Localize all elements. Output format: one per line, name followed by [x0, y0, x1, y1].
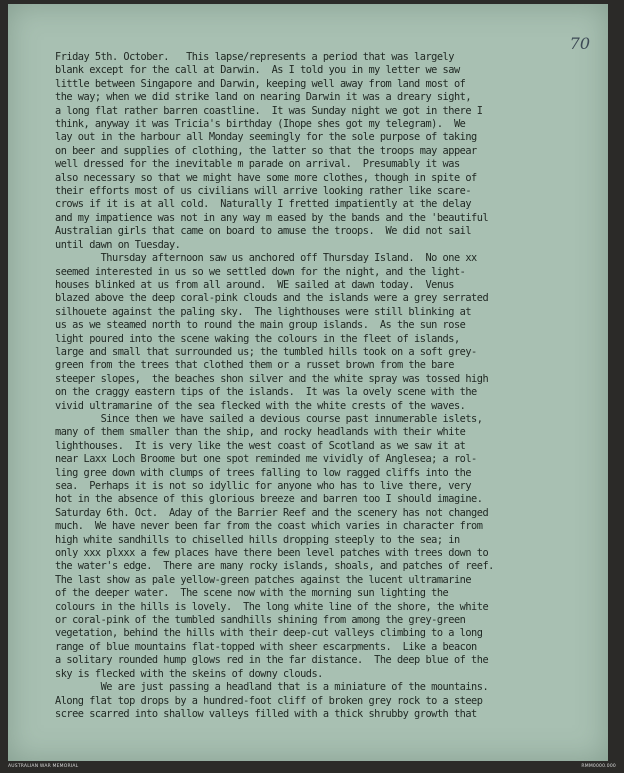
text-line: sky is flecked with the skeins of downy clouds.	[55, 667, 323, 680]
text-line: well dressed for the inevitable m parade on arrival. Presumably it was	[55, 158, 460, 171]
archive-reference: RMM0000.000	[581, 764, 616, 769]
text-line: seemed interested in us so we settled down for the night, and the light-	[55, 265, 466, 278]
text-line: silhouete against the paling sky. The lighthouses were still blinking at	[55, 305, 472, 318]
text-line: Friday 5th. October. This lapse/represents a period that was largely	[55, 51, 454, 63]
archive-footer	[0, 763, 624, 773]
text-line: and my impatience was not in any way m eased by the bands and the 'beautiful	[55, 211, 489, 224]
page-number: 70	[569, 34, 590, 53]
text-line: range of blue mountains flat-topped with sheer escarpments. Like a beacon	[55, 640, 477, 653]
text-line: sea. Perhaps it is not so idyllic for anyone who has to live there, very	[55, 480, 472, 492]
text-line: near Laxx Loch Broome but one spot reminded me vividly of Anglesea; a rol-	[55, 453, 477, 466]
text-line: We are just passing a headland that is a miniature of the mountains.	[55, 681, 489, 694]
text-line: a long flat rather barren coastline. It was Sunday night we got in there I	[55, 104, 483, 117]
text-line: Australian girls that came on board to amuse the troops. We did not sail	[55, 225, 472, 238]
text-line: Since then we have sailed a devious course past innumerable islets,	[55, 412, 483, 425]
text-line: many of them smaller than the ship, and rocky headlands with their white	[55, 426, 466, 439]
text-line: crows if it is at all cold. Naturally I fretted impatiently at the delay	[55, 198, 472, 211]
text-line: until dawn on Tuesday.	[55, 238, 181, 251]
text-line: large and small that surrounded us; the tumbled hills took on a soft grey-	[55, 345, 477, 358]
text-line: hot in the absence of this glorious breeze and barren too I should imagine.	[55, 493, 483, 506]
text-line: vivid ultramarine of the sea flecked with the white crests of the waves.	[55, 399, 466, 412]
text-line: lighthouses. It is very like the west coast of Scotland as we saw it at	[55, 439, 466, 452]
text-line: The last show as pale yellow-green patches against the lucent ultramarine	[55, 573, 472, 586]
text-line: colours in the hills is lovely. The long white line of the shore, the white	[55, 600, 489, 613]
text-line: houses blinked at us from all around. WE sailed at dawn today. Venus	[55, 278, 454, 291]
text-line: of the deeper water. The scene now with the morning sun lighting the	[55, 587, 449, 600]
text-line: Along flat top drops by a hundred-foot cliff of broken grey rock to a steep	[55, 694, 483, 707]
text-line: much. We have never been far from the coast which varies in character from	[55, 520, 483, 533]
text-line: light poured into the scene waking the colours in the fleet of islands,	[55, 332, 460, 345]
text-line: blank except for the call at Darwin. As I told you in my letter we saw	[55, 64, 460, 77]
text-line: or coral-pink of the tumbled sandhills shining from among the grey-green	[55, 614, 466, 627]
text-line: vegetation, behind the hills with their deep-cut valleys climbing to a long	[55, 627, 483, 640]
letter-page	[8, 4, 608, 761]
text-line: high white sandhills to chiselled hills dropping steeply to the sea; in	[55, 533, 460, 546]
text-line: Saturday 6th. Oct. Aday of the Barrier Reef and the scenery has not changed	[55, 506, 489, 519]
text-line: steeper slopes, the beaches shon silver and the white spray was tossed high	[55, 372, 489, 385]
text-line: the water's edge. There are many rocky islands, shoals, and patches of reef.	[55, 560, 494, 573]
text-line: ling gree down with clumps of trees falling to low ragged cliffs into the	[55, 466, 472, 479]
text-line: on the craggy eastern tips of the islands. It was la ovely scene with the	[55, 386, 477, 399]
text-line: only xxx plxxx a few places have there been level patches with trees down to	[55, 547, 489, 560]
text-line: us as we steamed north to round the main group islands. As the sun rose	[55, 319, 466, 332]
text-line: think, anyway it was Tricia's birthday (Ihope shes got my telegram). We	[55, 118, 466, 131]
typed-letter-body	[55, 51, 615, 721]
text-line: on beer and supplies of clothing, the latter so that the troops may appear	[55, 144, 477, 157]
text-line: also necessary so that we might have some more clothes, though in spite of	[55, 171, 477, 184]
archive-credit: AUSTRALIAN WAR MEMORIAL	[8, 764, 79, 769]
text-line: lay out in the harbour all Monday seemingly for the sole purpose of taking	[55, 131, 477, 144]
text-line: scree scarred into shallow valleys filled with a thick shrubby growth that	[55, 707, 477, 720]
text-line: green from the trees that clothed them or a russet brown from the bare	[55, 359, 454, 372]
text-line: Thursday afternoon saw us anchored off Thursday Island. No one xx	[55, 252, 477, 265]
text-line: little between Singapore and Darwin, keeping well away from land most of	[55, 77, 466, 90]
text-line: a solitary rounded hump glows red in the far distance. The deep blue of the	[55, 654, 489, 667]
text-line: the way; when we did strike land on nearing Darwin it was a dreary sight,	[55, 91, 472, 104]
text-line: their efforts most of us civilians will arrive looking rather like scare-	[55, 185, 472, 198]
text-line: blazed above the deep coral-pink clouds and the islands were a grey serrated	[55, 292, 489, 305]
